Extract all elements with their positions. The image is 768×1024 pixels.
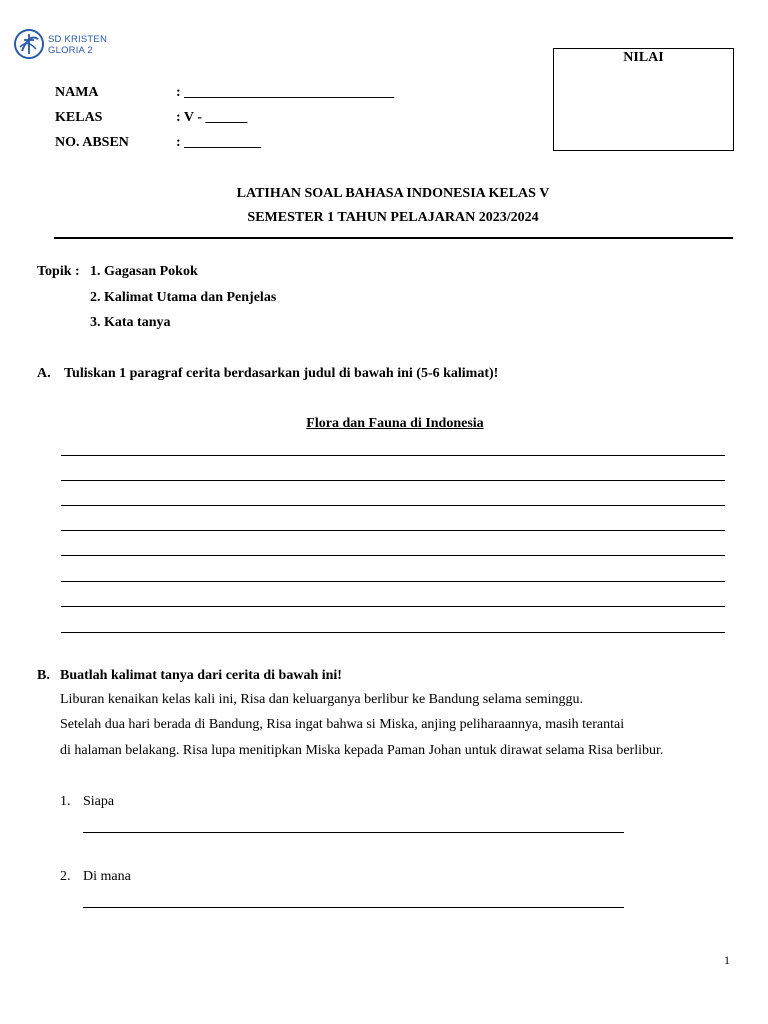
field-label-no-absen: NO. ABSEN — [55, 135, 129, 150]
story-line: Liburan kenaikan kelas kali ini, Risa dan keluarganya berlibur ke Bandung selama seminggu. — [60, 692, 584, 707]
field-label-kelas: KELAS — [55, 110, 103, 125]
topic-item: 3. Kata tanya — [90, 315, 171, 330]
topic-item: 1. Gagasan Pokok — [90, 264, 198, 279]
question-number: 2. — [60, 869, 71, 884]
section-a-letter: A. — [37, 366, 51, 381]
answer-line[interactable] — [61, 555, 725, 556]
title-divider — [54, 237, 733, 239]
nilai-box[interactable] — [553, 48, 734, 151]
field-blank-kelas[interactable]: : V - ______ — [176, 110, 248, 125]
question-word: Siapa — [83, 794, 115, 809]
nilai-label: NILAI — [623, 50, 664, 65]
field-label-nama: NAMA — [55, 85, 99, 100]
question-answer-line[interactable] — [83, 907, 624, 908]
logo-text — [48, 34, 107, 56]
answer-line[interactable] — [61, 632, 725, 633]
logo-text-line2: GLORIA 2 — [48, 45, 93, 56]
topic-prefix: Topik : — [37, 264, 80, 279]
section-a-instruction: Tuliskan 1 paragraf cerita berdasarkan judul di bawah ini (5-6 kalimat)! — [64, 366, 499, 381]
section-a-story-title: Flora dan Fauna di Indonesia — [306, 416, 484, 431]
answer-line[interactable] — [61, 455, 725, 456]
page-subtitle: SEMESTER 1 TAHUN PELAJARAN 2023/2024 — [247, 210, 539, 225]
story-line: di halaman belakang. Risa lupa menitipkan Miska kepada Paman Johan untuk dirawat selama Risa berlibur. — [60, 743, 664, 758]
logo-text-line1: SD KRISTEN — [48, 34, 108, 45]
question-word: Di mana — [83, 869, 131, 884]
answer-line[interactable] — [61, 581, 725, 582]
story-line: Setelah dua hari berada di Bandung, Risa ingat bahwa si Miska, anjing peliharaannya, masih terantai — [60, 717, 625, 732]
section-b-letter: B. — [37, 668, 50, 683]
field-blank-nama[interactable]: : ______________________________ — [176, 85, 395, 100]
answer-line[interactable] — [61, 505, 725, 506]
question-number: 1. — [60, 794, 71, 809]
topic-item: 2. Kalimat Utama dan Penjelas — [90, 290, 277, 305]
page-number: 1 — [724, 953, 730, 967]
answer-line[interactable] — [61, 606, 725, 607]
page-title: LATIHAN SOAL BAHASA INDONESIA KELAS V — [236, 186, 550, 201]
answer-line[interactable] — [61, 480, 725, 481]
answer-line[interactable] — [61, 530, 725, 531]
question-answer-line[interactable] — [83, 832, 624, 833]
field-blank-no-absen[interactable]: : ___________ — [176, 135, 262, 150]
section-b-instruction: Buatlah kalimat tanya dari cerita di bawah ini! — [60, 668, 342, 683]
